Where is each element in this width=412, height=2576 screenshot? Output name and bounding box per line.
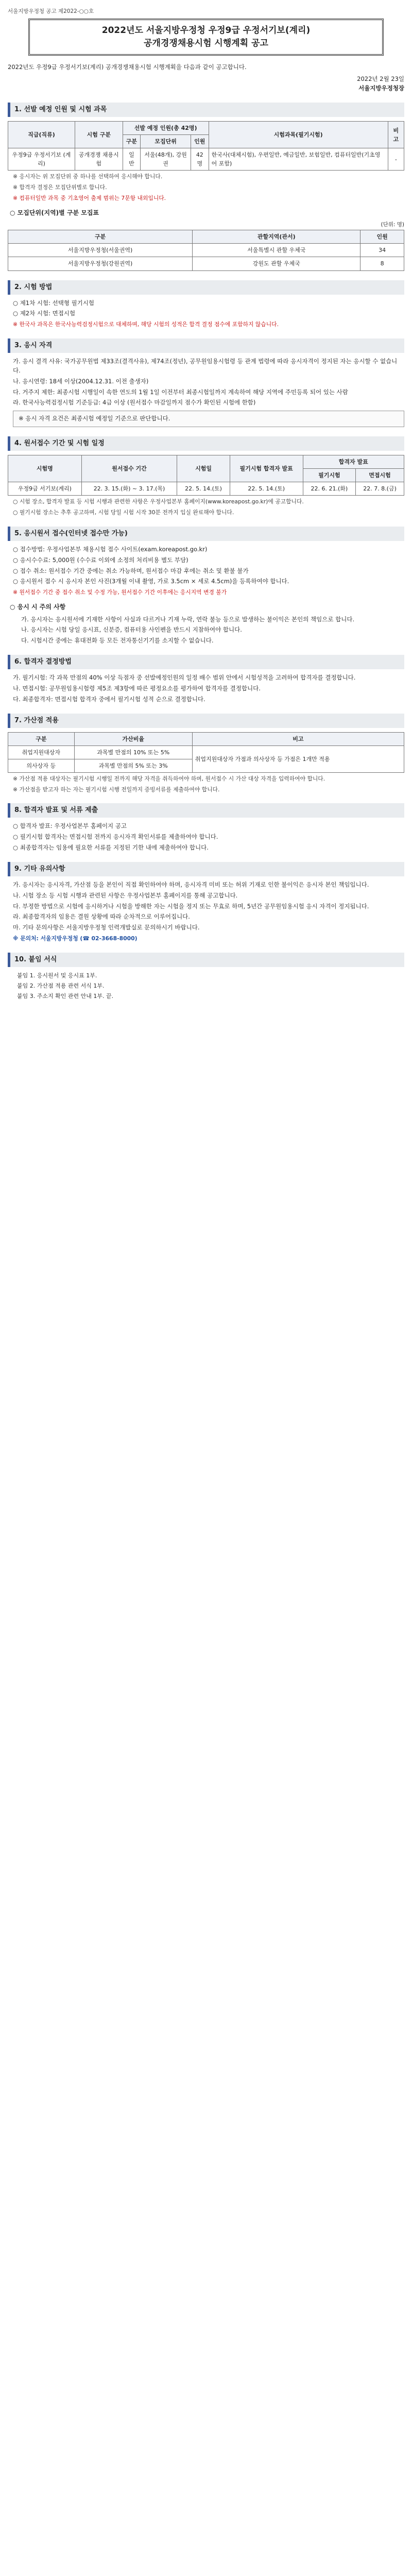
list-item: 다. 시험시간 중에는 휴대전화 등 모든 전자통신기기를 소지할 수 없습니다. (21, 637, 214, 645)
schedule-table (8, 455, 404, 496)
col-header: 관할지역(관서) (193, 230, 360, 244)
unit-label: (단위: 명) (381, 222, 404, 228)
section-title-attachments: 10. 붙임 서식 (8, 953, 404, 967)
table-cell: 과목별 만점의 10% 또는 5% (74, 745, 192, 759)
table-row (8, 482, 404, 496)
list-item: 가. 필기시험: 각 과목 만점의 40% 이상 득점자 중 선발예정인원의 일정 배수 범위 안에서 시험성적을 고려하여 합격자를 결정합니다. (13, 674, 356, 682)
title-line-2: 공개경쟁채용시험 시행계획 공고 (144, 38, 268, 48)
col-header: 인원 (360, 230, 404, 244)
note-text: ※ 컴퓨터일반 과목 중 기초영어 출제 범위는 7문항 내외입니다. (13, 194, 166, 201)
note-text: ※ 한국사 과목은 한국사능력검정시험으로 대체하며, 해당 시험의 성적은 합격 결정 점수에 포함하지 않습니다. (13, 321, 279, 328)
note-text: ○ 필기시험 장소는 추후 공고하며, 시험 당일 시험 시작 30분 전까지 입실 완료해야 합니다. (13, 509, 234, 516)
section-title-announcement: 8. 합격자 발표 및 서류 제출 (8, 803, 404, 818)
list-item: 다. 최종합격자: 면접시험 합격자 중에서 필기시험 성적 순으로 결정합니다. (13, 695, 205, 703)
list-item: ○ 필기시험 합격자는 면접시험 전까지 응시자격 확인서류를 제출하여야 합니다. (13, 833, 218, 841)
col-header: 시험명 (8, 455, 82, 482)
col-subheader-type: 구분 (123, 135, 141, 148)
table-cell: 42명 (191, 148, 209, 171)
announcement-number: 서울지방우정청 공고 제2022-○○호 (8, 8, 94, 14)
attachment-item[interactable]: 붙임 2. 가산점 적용 관련 서식 1부. (17, 982, 105, 989)
issuing-office: 서울지방우정청장 (358, 84, 404, 92)
col-subheader: 면접시험 (356, 469, 404, 482)
list-item: 라. 한국사능력검정시험 기준등급: 4급 이상 (원서접수 마감일까지 점수가 확인된 시험에 한함) (13, 399, 256, 406)
col-header-quota: 선발 예정 인원(총 42명) (123, 122, 209, 135)
list-item: 마. 기타 문의사항은 서울지방우정청 인력개발실로 문의하시기 바랍니다. (13, 924, 200, 931)
col-header-subjects: 시험과목(필기시험) (209, 122, 388, 148)
attachment-item[interactable]: 붙임 1. 응시원서 및 응시표 1부. (17, 972, 97, 979)
table-cell: 의사상자 등 (8, 759, 75, 772)
col-header: 원서접수 기간 (81, 455, 177, 482)
section-title-eligibility: 3. 응시 자격 (8, 338, 404, 353)
col-subheader: 필기시험 (303, 469, 356, 482)
reference-text: ※ 응시 자격 요건은 최종시험 예정일 기준으로 판단합니다. (19, 415, 170, 422)
table-cell: 22. 7. 8.(금) (356, 482, 404, 496)
subsection-title-regions: ○ 모집단위(지역)별 구분 모집표 (10, 209, 99, 216)
note-text: ○ 시험 장소, 합격자 발표 등 시험 시행과 관련한 사항은 우정사업본부 홈페이지(www.koreapost.go.kr)에 공고합니다. (13, 498, 304, 505)
table-cell: 서울지방우정청(서울권역) (8, 244, 193, 257)
list-item: 나. 면접시험: 공무원임용시험령 제5조 제3항에 따른 평정요소를 평가하여 합격자를 결정합니다. (13, 684, 261, 692)
table-cell: 취업지원대상자 (8, 745, 75, 759)
reference-box (13, 411, 404, 427)
table-cell: 8 (360, 257, 404, 270)
list-item: 나. 응시연령: 18세 이상(2004.12.31. 이전 출생자) (13, 377, 149, 385)
note-text: ※ 원서접수 기간 중 접수 취소 및 수정 가능, 원서접수 기간 이후에는 응시지역 변경 불가 (13, 589, 227, 596)
list-item: ○ 응시수수료: 5,000원 (수수료 이외에 소정의 처리비용 별도 부담) (13, 556, 188, 564)
list-item: 라. 최종합격자의 임용은 결원 상황에 따라 순차적으로 이루어집니다. (13, 913, 190, 921)
table-row (8, 745, 404, 759)
intro-text: 2022년도 우정9급 우정서기보(계리) 공개경쟁채용시험 시행계획을 다음과 같이 공고합니다. (8, 63, 247, 71)
list-item: ○ 접수방법: 우정사업본부 채용시험 접수 사이트(exam.koreapost.go.kr) (13, 545, 208, 553)
table-cell: 22. 3. 15.(화) ~ 3. 17.(목) (81, 482, 177, 496)
col-subheader-region: 모집단위 (141, 135, 191, 148)
section-title-bonus-points: 7. 가산점 적용 (8, 714, 404, 728)
col-subheader-count: 인원 (191, 135, 209, 148)
section-title-exam-method: 2. 시험 방법 (8, 280, 404, 295)
list-item: 가. 응시 결격 사유: 국가공무원법 제33조(결격사유), 제74조(정년), 공무원임용시험령 등 관계 법령에 따라 응시자격이 정지된 자는 응시할 수 없습니다. (13, 358, 398, 374)
attachment-item[interactable]: 붙임 3. 주소지 확인 관련 안내 1부. 끝. (17, 993, 114, 1000)
subsection-title-cautions: ○ 응시 시 주의 사항 (10, 603, 66, 611)
table-cell: 서울지방우정청(강원권역) (8, 257, 193, 270)
list-item: 다. 부정한 방법으로 시험에 응시하거나 시험을 방해한 자는 시험을 정지 또는 무효로 하며, 5년간 공무원임용시험 응시 자격이 정지됩니다. (13, 902, 369, 910)
note-text: ※ 합격자 결정은 모집단위별로 합니다. (13, 184, 107, 191)
list-item: 가. 응시자는 응시자격, 가산점 등을 본인이 직접 확인하여야 하며, 응시자격 미비 또는 허위 기재로 인한 불이익은 응시자 본인 책임입니다. (13, 880, 369, 888)
col-header-grade: 직급(직류) (8, 122, 75, 148)
section-title-pass-criteria: 6. 합격자 결정방법 (8, 655, 404, 669)
announcement-date: 2022년 2월 23일 (357, 75, 404, 83)
region-table (8, 230, 404, 270)
table-cell: 22. 6. 21.(화) (303, 482, 356, 496)
col-header: 가산비율 (74, 732, 192, 745)
list-item: ○ 접수 취소: 원서접수 기간 중에는 취소 가능하며, 원서접수 마감 후에는 취소 및 환불 불가 (13, 567, 249, 574)
recruitment-table (8, 121, 404, 171)
list-item: 나. 응시자는 시험 당일 응시표, 신분증, 컴퓨터용 사인펜을 반드시 지참하여야 합니다. (21, 626, 242, 634)
table-cell: 서울특별시 관할 우체국 (193, 244, 360, 257)
table-cell: 한국사(대체시험), 우편일반, 예금일반, 보험일반, 컴퓨터일반(기초영어 포함) (209, 148, 388, 171)
table-cell: 공개경쟁 채용시험 (75, 148, 123, 171)
table-cell: 우정9급 서기보(계리) (8, 482, 82, 496)
note-text: ※ 응시자는 위 모집단위 중 하나를 선택하여 응시해야 합니다. (13, 173, 163, 180)
section-title-schedule: 4. 원서접수 기간 및 시험 일정 (8, 436, 404, 451)
bonus-table (8, 732, 404, 773)
note-text: ※ 가산점을 받고자 하는 자는 필기시험 시행 전일까지 증빙서류를 제출하여야 합니다. (13, 786, 220, 793)
col-header: 구분 (8, 732, 75, 745)
list-item: ○ 제2차 시험: 면접시험 (13, 310, 76, 317)
list-item: ○ 최종합격자는 임용에 필요한 서류를 지정된 기한 내에 제출하여야 합니다. (13, 844, 209, 852)
list-item: 다. 거주지 제한: 최종시험 시행일이 속한 연도의 1월 1일 이전부터 최종시험일까지 계속하여 해당 지역에 주민등록 되어 있는 사람 (13, 388, 348, 396)
announcement-page (8, 0, 404, 1023)
announcement-title (28, 19, 384, 55)
table-cell: 22. 5. 14.(토) (177, 482, 230, 496)
table-row (8, 257, 404, 270)
list-item: 나. 시험 장소 등 시험 시행과 관련된 사항은 우정사업본부 홈페이지를 통해 공고합니다. (13, 891, 238, 899)
table-cell: 34 (360, 244, 404, 257)
section-title-notes: 9. 기타 유의사항 (8, 862, 404, 876)
col-header-remark: 비고 (388, 122, 404, 148)
list-item: 가. 응시자는 응시원서에 기재한 사항이 사실과 다르거나 기재 누락, 연락 불능 등으로 발생하는 불이익은 본인의 책임으로 합니다. (21, 615, 355, 623)
col-header: 필기시험 합격자 발표 (230, 455, 303, 482)
col-header: 합격자 발표 (303, 455, 404, 469)
contact-info: ※ 문의처: 서울지방우정청 (☎ 02-3668-8000) (13, 935, 138, 942)
table-cell: 우정9급 우정서기보 (계리) (8, 148, 75, 171)
list-item: ○ 응시원서 접수 시 응시자 본인 사진(3개월 이내 촬영, 가로 3.5cm × 세로 4.5cm)을 등록하여야 합니다. (13, 578, 289, 585)
table-cell: 과목별 만점의 5% 또는 3% (74, 759, 192, 772)
section-title-application: 5. 응시원서 접수(인터넷 접수만 가능) (8, 527, 404, 541)
table-row (8, 148, 404, 171)
table-cell: 서울(48개), 강원권 (141, 148, 191, 171)
table-cell: 취업지원대상자 가점과 의사상자 등 가점은 1개만 적용 (192, 745, 404, 772)
col-header: 비고 (192, 732, 404, 745)
col-header: 구분 (8, 230, 193, 244)
table-cell: 강원도 관할 우체국 (193, 257, 360, 270)
section-title-recruitment: 1. 선발 예정 인원 및 시험 과목 (8, 103, 404, 117)
list-item: ○ 제1차 시험: 선택형 필기시험 (13, 299, 95, 307)
col-header-exam-type: 시험 구분 (75, 122, 123, 148)
note-text: ※ 가산점 적용 대상자는 필기시험 시행일 전까지 해당 자격을 취득하여야 하며, 원서접수 시 가산 대상 자격을 입력하여야 합니다. (13, 775, 325, 782)
table-row (8, 244, 404, 257)
list-item: ○ 합격자 발표: 우정사업본부 홈페이지 공고 (13, 822, 127, 830)
title-line-1: 2022년도 서울지방우정청 우정9급 우정서기보(계리) (101, 25, 311, 36)
table-cell: - (388, 148, 404, 171)
table-cell: 일 반 (123, 148, 141, 171)
table-cell: 22. 5. 14.(토) (230, 482, 303, 496)
col-header: 시험일 (177, 455, 230, 482)
